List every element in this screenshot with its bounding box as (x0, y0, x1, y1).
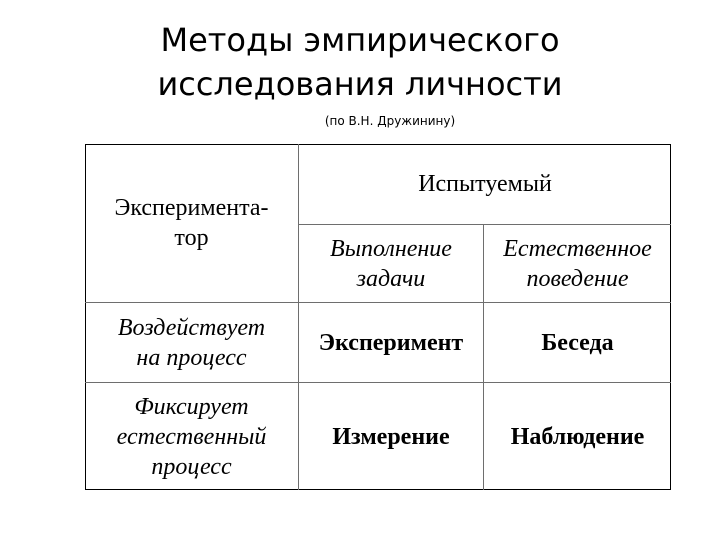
cell-measurement: Измерение (332, 423, 450, 450)
cell-observation: Наблюдение (510, 423, 645, 450)
methods-table (85, 144, 671, 490)
slide-title-line-2: исследования личности (157, 65, 563, 103)
slide-subtitle: (по В.Н. Дружинину) (324, 114, 456, 128)
subject-task-header: Выполнение задачи (330, 235, 452, 292)
cell-experiment: Эксперимент (318, 329, 464, 356)
cell-conversation: Беседа (541, 329, 614, 356)
subject-header: Испытуемый (418, 171, 552, 197)
experimenter-header: Эксперимента- тор (114, 195, 269, 251)
slide-title-line-1: Методы эмпирического (160, 21, 560, 59)
row-label-records: Фиксирует естественный процесс (116, 393, 267, 480)
row-label-influences: Воздействует на процесс (117, 314, 266, 371)
subject-natural-header: Естественное поведение (503, 235, 652, 292)
slide-title (0, 18, 720, 106)
